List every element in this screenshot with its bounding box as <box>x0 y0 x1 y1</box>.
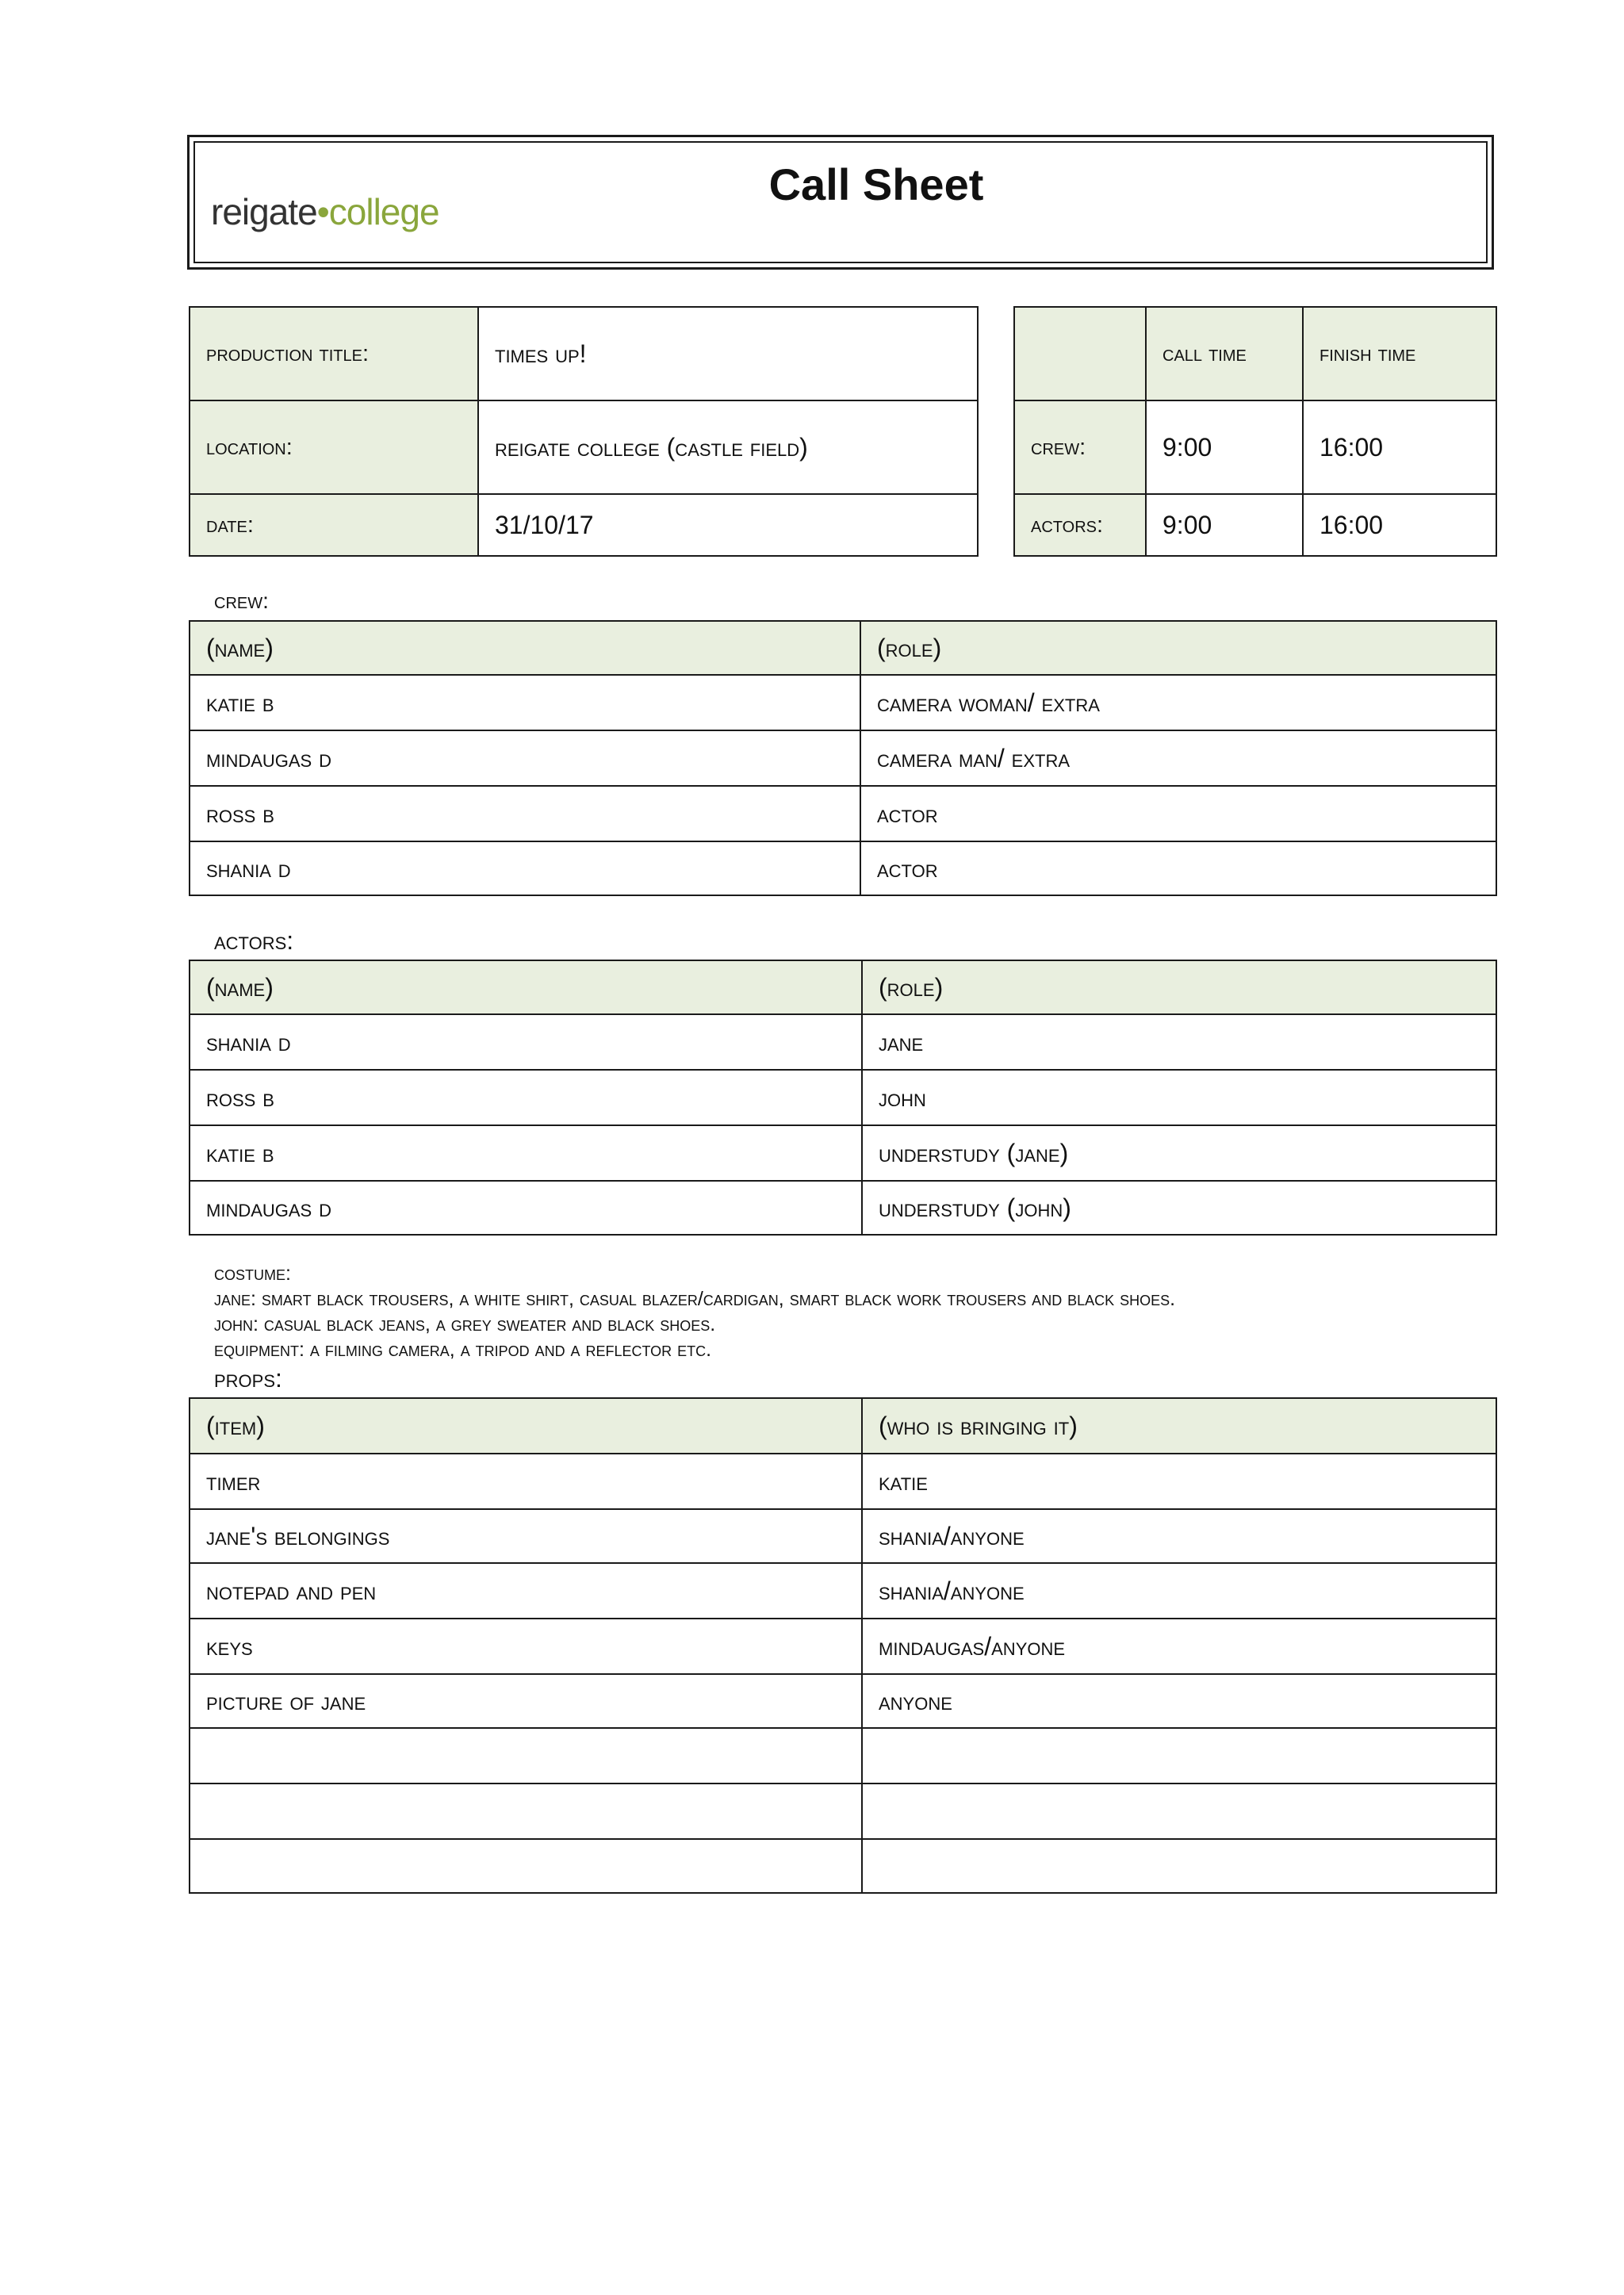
actors-role-header: (role) <box>862 960 1496 1014</box>
times-corner-cell <box>1014 307 1146 400</box>
actors-table <box>189 960 1497 1236</box>
actors-section-label: actors: <box>214 926 294 955</box>
actor-name-cell: ross b <box>190 1070 862 1125</box>
costume-label: costume: <box>214 1262 291 1285</box>
times-crew-label: crew: <box>1014 400 1146 494</box>
header-inner <box>193 141 1488 263</box>
prop-item-cell <box>190 1839 862 1893</box>
table-row <box>190 1839 1496 1893</box>
equipment-note: equipment: a filming camera, a tripod and a reflector etc. <box>214 1339 712 1361</box>
location-value: reigate college (castle field) <box>478 400 978 494</box>
crew-table <box>189 620 1497 896</box>
production-title-value: times up! <box>478 307 978 400</box>
finish-time-header: finish time <box>1303 307 1496 400</box>
table-row <box>190 1563 1496 1619</box>
props-who-header: (who is bringing it) <box>862 1398 1496 1454</box>
prop-who-cell <box>862 1728 1496 1784</box>
crew-name-cell: katie b <box>190 675 860 730</box>
table-row <box>190 675 1496 730</box>
props-table <box>189 1397 1497 1894</box>
prop-who-cell: shania/anyone <box>862 1509 1496 1563</box>
crew-role-cell: camera man/ extra <box>860 730 1496 786</box>
logo-text-reigate: reigate <box>211 191 317 232</box>
crew-name-cell: shania d <box>190 841 860 895</box>
production-title-label: production title: <box>190 307 478 400</box>
table-row <box>190 1454 1496 1509</box>
call-time-header: call time <box>1146 307 1303 400</box>
actor-name-cell: katie b <box>190 1125 862 1181</box>
prop-item-cell: notepad and pen <box>190 1563 862 1619</box>
table-row <box>190 1728 1496 1784</box>
crew-call-time: 9:00 <box>1146 400 1303 494</box>
crew-finish-time: 16:00 <box>1303 400 1496 494</box>
prop-item-cell: timer <box>190 1454 862 1509</box>
crew-role-cell: camera woman/ extra <box>860 675 1496 730</box>
actor-role-cell: understudy (john) <box>862 1181 1496 1235</box>
prop-who-cell <box>862 1839 1496 1893</box>
table-row <box>190 1125 1496 1181</box>
logo-dot: • <box>316 191 329 232</box>
location-label: location: <box>190 400 478 494</box>
production-table <box>189 306 979 557</box>
costume-notes <box>214 1261 1175 1362</box>
actor-role-cell: john <box>862 1070 1496 1125</box>
actors-name-header: (name) <box>190 960 862 1014</box>
prop-item-cell <box>190 1784 862 1839</box>
table-row <box>190 730 1496 786</box>
table-row <box>190 1509 1496 1563</box>
date-value: 31/10/17 <box>478 494 978 556</box>
table-row <box>190 1619 1496 1674</box>
table-row <box>190 1784 1496 1839</box>
header-box <box>187 135 1494 270</box>
crew-role-cell: actor <box>860 786 1496 841</box>
table-row <box>190 1014 1496 1070</box>
prop-item-cell: jane's belongings <box>190 1509 862 1563</box>
crew-section-label: crew: <box>214 588 269 613</box>
actor-name-cell: shania d <box>190 1014 862 1070</box>
actors-finish-time: 16:00 <box>1303 494 1496 556</box>
table-row <box>190 841 1496 895</box>
logo-text-college: college <box>328 191 439 232</box>
prop-item-cell: keys <box>190 1619 862 1674</box>
crew-name-cell: ross b <box>190 786 860 841</box>
prop-item-cell <box>190 1728 862 1784</box>
crew-name-header: (name) <box>190 621 860 675</box>
crew-name-cell: mindaugas d <box>190 730 860 786</box>
actor-role-cell: understudy (jane) <box>862 1125 1496 1181</box>
costume-jane: jane: smart black trousers, a white shirt, casual blazer/cardigan, smart black work trousers and black shoes. <box>214 1288 1176 1310</box>
table-row <box>190 1674 1496 1728</box>
props-item-header: (item) <box>190 1398 862 1454</box>
times-actors-label: actors: <box>1014 494 1146 556</box>
prop-item-cell: picture of jane <box>190 1674 862 1728</box>
table-row <box>190 1070 1496 1125</box>
date-label: date: <box>190 494 478 556</box>
actor-name-cell: mindaugas d <box>190 1181 862 1235</box>
times-table <box>1013 306 1497 557</box>
table-row <box>190 786 1496 841</box>
table-row <box>190 1181 1496 1235</box>
costume-john: john: casual black jeans, a grey sweater and black shoes. <box>214 1313 716 1335</box>
actor-role-cell: jane <box>862 1014 1496 1070</box>
crew-role-cell: actor <box>860 841 1496 895</box>
prop-who-cell: anyone <box>862 1674 1496 1728</box>
page-title: Call Sheet <box>768 159 984 209</box>
props-section-label: props: <box>214 1364 282 1393</box>
prop-who-cell: shania/anyone <box>862 1563 1496 1619</box>
prop-who-cell: mindaugas/anyone <box>862 1619 1496 1674</box>
crew-role-header: (role) <box>860 621 1496 675</box>
prop-who-cell <box>862 1784 1496 1839</box>
actors-call-time: 9:00 <box>1146 494 1303 556</box>
prop-who-cell: katie <box>862 1454 1496 1509</box>
